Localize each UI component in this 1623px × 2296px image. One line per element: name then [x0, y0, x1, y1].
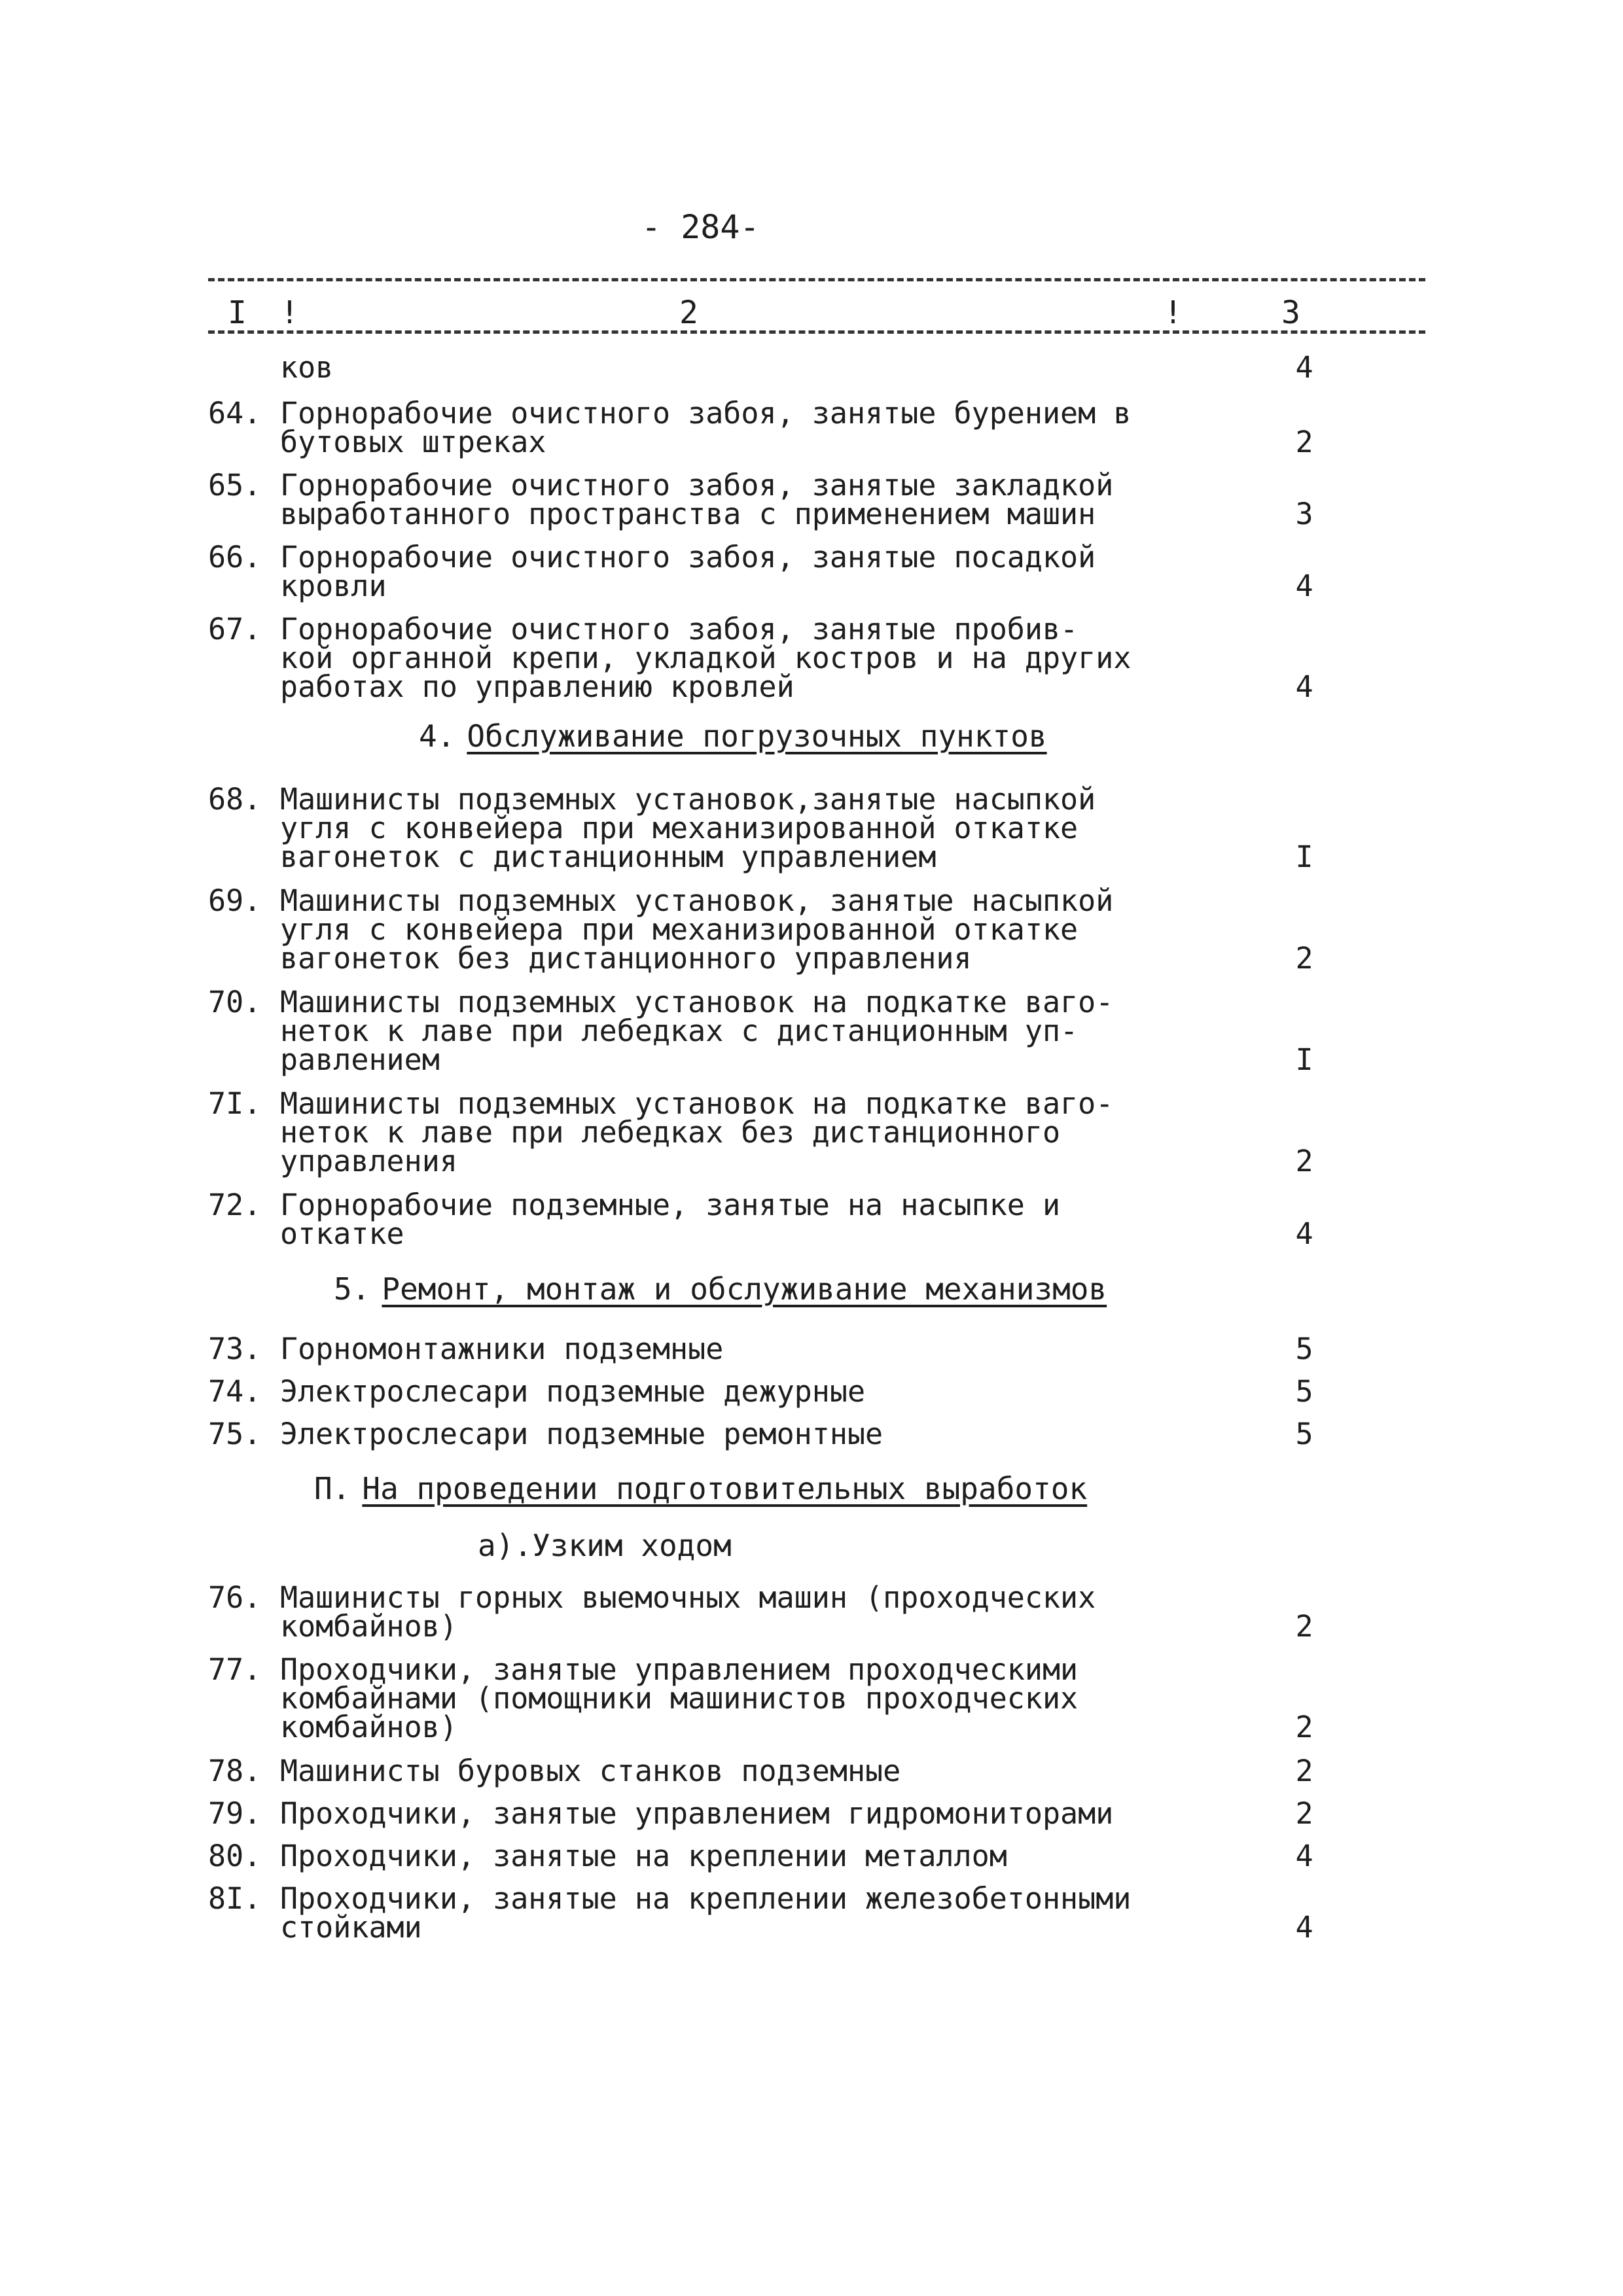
row-value: 4	[1295, 569, 1313, 603]
row-text: Электрослесари подземные ремонтные	[280, 1417, 883, 1451]
row-text: Проходчики, занятые управлением проходческими комбайнами (помощники машинистов проходческих комбайнов)	[280, 1652, 1079, 1744]
row-value: 4	[1295, 1839, 1313, 1873]
row-number: 75.	[208, 1417, 262, 1451]
table-header	[208, 294, 1425, 334]
section-heading-number: 5.	[334, 1271, 370, 1307]
row-value: 5	[1295, 1417, 1313, 1451]
section-heading-number: П.	[314, 1471, 351, 1506]
row-number: 76.	[208, 1580, 262, 1615]
table-header-rule	[208, 330, 1425, 334]
row-number: 68.	[208, 782, 262, 817]
row-text: Машинисты горных выемочных машин (проходческих комбайнов)	[280, 1580, 1096, 1644]
row-value: 4	[1295, 1216, 1313, 1251]
header-col-1: I	[228, 294, 247, 331]
row-text: Горнорабочие очистного забоя, занятые бурением в бутовых штреках	[280, 396, 1132, 459]
row-text: Проходчики, занятые управлением гидромониторами	[280, 1796, 1114, 1831]
row-value: I	[1295, 839, 1313, 874]
row-value: 5	[1295, 1332, 1313, 1366]
row-number: 70.	[208, 985, 262, 1019]
row-text: Горнорабочие очистного забоя, занятые закладкой выработанного пространства с применением машин	[280, 468, 1114, 531]
row-text: Электрослесари подземные дежурные	[280, 1374, 866, 1409]
row-number: 69.	[208, 883, 262, 918]
row-text: Машинисты буровых станков подземные	[280, 1754, 901, 1788]
row-value: 4	[1295, 350, 1313, 385]
row-value: 3	[1295, 497, 1313, 531]
section-heading-5	[334, 1273, 1107, 1305]
header-sep-2: !	[1164, 294, 1183, 331]
row-value: 2	[1295, 1710, 1313, 1744]
row-number: 74.	[208, 1374, 262, 1409]
row-text: Машинисты подземных установок на подкатке ваго- неток к лаве при лебедках с дистанционным уп- равлением	[280, 985, 1114, 1077]
row-number: 65.	[208, 468, 262, 503]
row-text: Машинисты подземных установок на подкатке ваго- неток к лаве при лебедках без дистанционного управления	[280, 1086, 1114, 1178]
row-value: 2	[1295, 941, 1313, 976]
row-text: Машинисты подземных установок, занятые насыпкой угля с конвейера при механизированной откатке вагонеток без дистанционного управления	[280, 883, 1114, 976]
row-value: 2	[1295, 1754, 1313, 1788]
row-text: Проходчики, занятые на креплении металлом	[280, 1839, 1007, 1873]
row-number: 79.	[208, 1796, 262, 1831]
section-heading-text: Обслуживание погрузочных пунктов	[467, 718, 1047, 754]
row-number: 7I.	[208, 1086, 262, 1121]
row-number: 72.	[208, 1188, 262, 1222]
header-col-3: 3	[1281, 294, 1300, 331]
row-value: 5	[1295, 1374, 1313, 1409]
row-text: Горнорабочие подземные, занятые на насыпке и откатке	[280, 1188, 1061, 1251]
row-value: 4	[1295, 669, 1313, 704]
row-text: Горнорабочие очистного забоя, занятые пробив- кой органной крепи, укладкой костров и на других работах по управлению кровлей	[280, 612, 1132, 704]
section-heading-text: На проведении подготовительных выработок	[362, 1471, 1088, 1506]
row-number: 67.	[208, 612, 262, 646]
row-value: I	[1295, 1042, 1313, 1077]
section-heading-text: Ремонт, монтаж и обслуживание механизмов	[382, 1271, 1107, 1307]
row-number: 8I.	[208, 1881, 262, 1916]
row-value: 4	[1295, 1910, 1313, 1945]
row-text: ков	[280, 350, 334, 385]
section-heading-number: 4.	[419, 718, 455, 754]
row-text: Проходчики, занятые на креплении железобетонными стойками	[280, 1881, 1132, 1945]
row-number: 73.	[208, 1332, 262, 1366]
row-text: Машинисты подземных установок,занятые насыпкой угля с конвейера при механизированной откатке вагонеток с дистанционным управлением	[280, 782, 1096, 874]
row-text: Горномонтажники подземные	[280, 1332, 724, 1366]
row-value: 2	[1295, 1144, 1313, 1178]
row-number: 78.	[208, 1754, 262, 1788]
row-number: 64.	[208, 396, 262, 431]
page-number: - 284-	[641, 208, 760, 246]
subsection-heading: а).Узким ходом	[478, 1528, 732, 1563]
row-value: 2	[1295, 1609, 1313, 1644]
row-number: 77.	[208, 1652, 262, 1687]
header-sep-1: !	[280, 294, 299, 331]
row-number: 80.	[208, 1839, 262, 1873]
header-col-2: 2	[679, 294, 698, 331]
row-value: 2	[1295, 1796, 1313, 1831]
section-heading-ii	[314, 1472, 1087, 1505]
row-value: 2	[1295, 425, 1313, 459]
row-text: Горнорабочие очистного забоя, занятые посадкой кровли	[280, 540, 1096, 603]
section-heading-4	[419, 720, 1047, 752]
row-number: 66.	[208, 540, 262, 574]
table-top-rule	[208, 278, 1425, 281]
